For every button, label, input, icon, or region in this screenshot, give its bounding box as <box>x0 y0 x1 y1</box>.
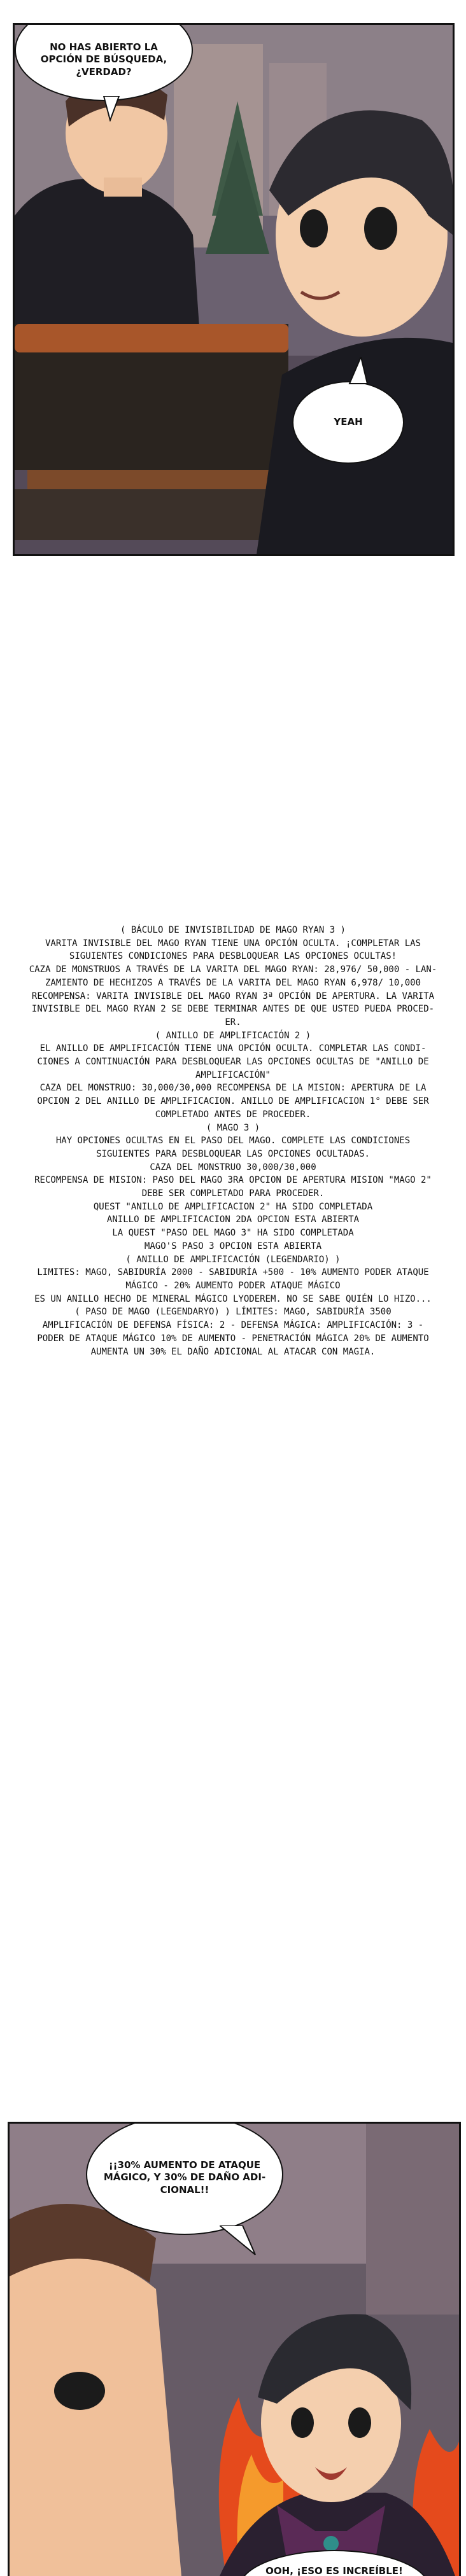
quest-text-line: QUEST "ANILLO DE AMPLIFICACION 2" HA SIDO COMPLETADA <box>93 1201 373 1212</box>
speech-bubble-right: YEAH <box>292 381 404 464</box>
quest-text-line: ER. <box>225 1017 241 1027</box>
quest-text-line: HAY OPCIONES OCULTAS EN EL PASO DEL MAGO. COMPLETE LAS CONDICIONES <box>55 1136 411 1146</box>
quest-text-line: SIGUIENTES CONDICIONES PARA DESBLOQUEAR LAS OPCIONES OCULTAS! <box>69 951 397 962</box>
quest-text-line: RECOMPENSA: VARITA INVISIBLE DEL MAGO RYAN 3ª OPCIÓN DE APERTURA. LA VARITA <box>31 991 435 1001</box>
speech-bubble-top: ¡¡30% AUMENTO DE ATAQUE MÁGICO, Y 30% DE DAÑO ADI- CIONAL!! <box>86 2122 283 2235</box>
quest-text-line: VARITA INVISIBLE DEL MAGO RYAN TIENE UNA OPCIÓN OCULTA. ¡COMPLETAR LAS <box>45 938 421 949</box>
quest-text-line: AMPLIFICACIÓN" <box>195 1069 271 1080</box>
left-character-face <box>10 2255 181 2576</box>
quest-text-line: RECOMPENSA DE MISION: PASO DEL MAGO 3RA OPCION DE APERTURA MISION "MAGO 2" <box>34 1175 432 1186</box>
quest-text-line: CAZA DEL MONSTRUO: 30,000/30,000 RECOMPENSA DE LA MISION: APERTURA DE LA <box>39 1083 427 1094</box>
quest-text-line: ( BÁCULO DE INVISIBILIDAD DE MAGO RYAN 3 ) <box>120 925 346 935</box>
quest-text-line: MAGO'S PASO 3 OPCION ESTA ABIERTA <box>144 1241 322 1251</box>
quest-text-line: ANILLO DE AMPLIFICACION 2DA OPCION ESTA ABIERTA <box>106 1215 360 1225</box>
panel-1-artwork <box>15 25 453 554</box>
cloak-gem <box>323 2536 339 2551</box>
quest-text-line: MÁGICO - 20% AUMENTO PODER ATAQUE MÁGICO <box>125 1280 341 1291</box>
quest-text-line: AUMENTA UN 30% EL DAÑO ADICIONAL AL ATACAR CON MAGIA. <box>90 1346 376 1357</box>
quest-text-line: AMPLIFICACIÓN DE DEFENSA FÍSICA: 2 - DEFENSA MÁGICA: AMPLIFICACIÓN: 3 - <box>42 1320 424 1331</box>
quest-text-line: LIMITES: MAGO, SABIDURÍA 2000 - SABIDURÍA +500 - 10% AUMENTO PODER ATAQUE <box>37 1267 429 1278</box>
comic-panel-1 <box>13 23 455 556</box>
quest-text-line: CAZA DE MONSTRUOS A TRAVÉS DE LA VARITA DEL MAGO RYAN: 28,976/ 50,000 - LAN- <box>29 964 437 975</box>
quest-text-line: INVISIBLE DEL MAGO RYAN 2 SE DEBE TERMINAR ANTES DE QUE USTED PUEDA PROCED- <box>31 1004 435 1015</box>
quest-text-line: DEBE SER COMPLETADO PARA PROCEDER. <box>141 1188 325 1199</box>
quest-text-line: CAZA DEL MONSTRUO 30,000/30,000 <box>150 1162 316 1173</box>
quest-text-line: ( MAGO 3 ) <box>206 1122 260 1133</box>
speech-bubble-bottom: OOH, ¡ESO ES INCREÍBLE! <box>239 2550 430 2576</box>
speech-bubble-top-tail <box>220 2225 258 2257</box>
quest-text-line: ES UN ANILLO HECHO DE MINERAL MÁGICO LYODEREM. NO SE SABE QUIÉN LO HIZO... <box>34 1293 432 1304</box>
quest-text-line: ( PASO DE MAGO (LEGENDARYO) ) LÍMITES: MAGO, SABIDURÍA 3500 <box>74 1307 392 1318</box>
quest-text-line: COMPLETADO ANTES DE PROCEDER. <box>155 1109 311 1120</box>
speech-bubble-right-tail <box>346 357 371 385</box>
quest-text-line: EL ANILLO DE AMPLIFICACIÓN TIENE UNA OPCIÓN OCULTA. COMPLETAR LAS CONDI- <box>39 1043 427 1054</box>
speech-bubble-left-tail <box>97 96 123 122</box>
quest-text-line: OPCION 2 DEL ANILLO DE AMPLIFICACION. ANILLO DE AMPLIFICACION 1° DEBE SER <box>37 1096 429 1107</box>
speech-bubble-left: NO HAS ABIERTO LA OPCIÓN DE BÚSQUEDA, ¿VERDAD? <box>15 23 193 101</box>
quest-text-line: CIONES A CONTINUACIÓN PARA DESBLOQUEAR LAS OPCIONES OCULTAS DE "ANILLO DE <box>37 1057 429 1068</box>
building-right <box>366 2124 459 2315</box>
comic-panel-2 <box>8 2122 461 2576</box>
quest-notification-text <box>19 924 447 1358</box>
quest-text-line: LA QUEST "PASO DEL MAGO 3" HA SIDO COMPLETADA <box>112 1228 354 1239</box>
quest-text-line: PODER DE ATAQUE MÁGICO 10% DE AUMENTO - PENETRACIÓN MÁGICA 20% DE AUMENTO <box>37 1333 429 1344</box>
quest-text-line: ( ANILLO DE AMPLIFICACIÓN 2 ) <box>155 1030 311 1041</box>
quest-text-line: ( ANILLO DE AMPLIFICACIÓN (LEGENDARIO) ) <box>125 1254 341 1265</box>
quest-text-line: SIGUIENTES PARA DESBLOQUEAR LAS OPCIONES OCULTADAS. <box>96 1148 370 1159</box>
quest-text-line: ZAMIENTO DE HECHIZOS A TRAVÉS DE LA VARITA DEL MAGO RYAN 6,978/ 10,000 <box>45 977 421 988</box>
